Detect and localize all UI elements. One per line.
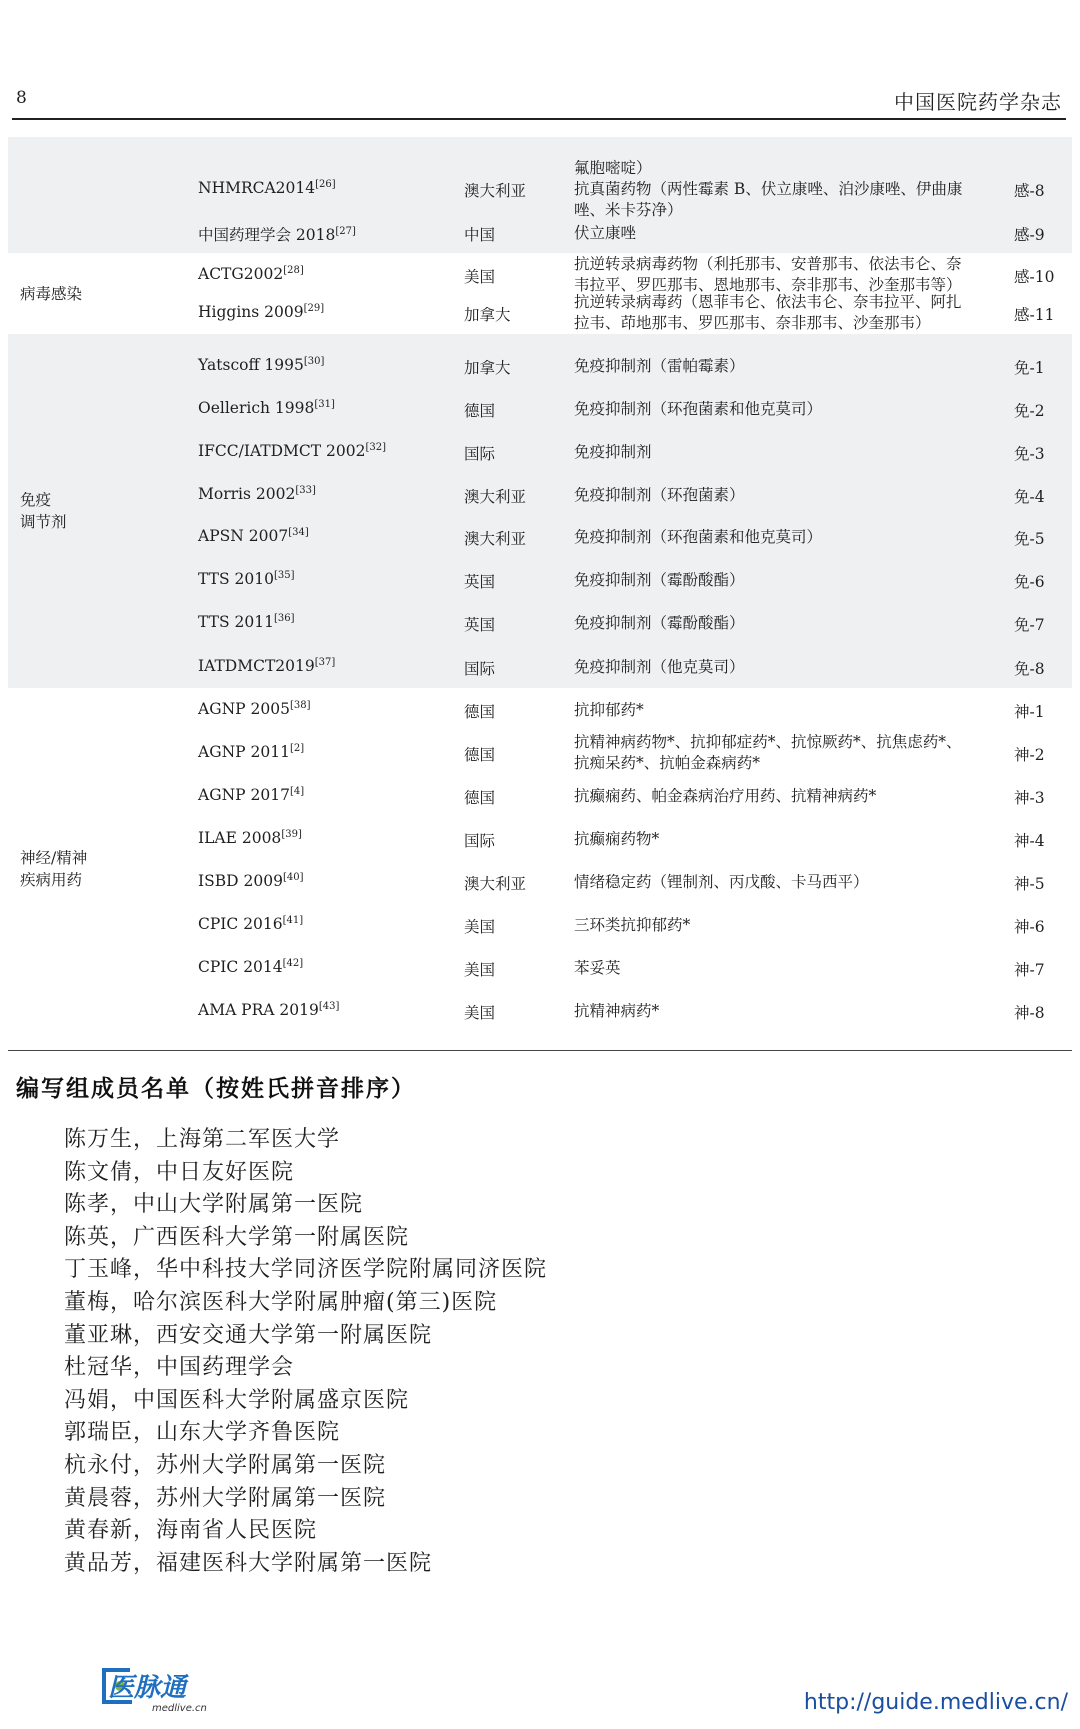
table-row bbox=[8, 254, 1072, 297]
guideline-name: ACTG2002 bbox=[198, 265, 284, 283]
drug-cell: 免疫抑制剂（环孢菌素和他克莫司） bbox=[574, 399, 823, 418]
section-title: 编写组成员名单（按姓氏拼音排序） bbox=[16, 1076, 416, 1102]
guideline-name-cell bbox=[198, 179, 336, 197]
guideline-name-cell bbox=[198, 829, 302, 847]
guideline-name-cell bbox=[198, 485, 316, 503]
guideline-name: ISBD 2009 bbox=[198, 872, 283, 890]
logo-text: 医脉通 bbox=[108, 1673, 187, 1703]
code-cell: 感-8 bbox=[1014, 182, 1045, 200]
reference-marker: [28] bbox=[283, 265, 304, 276]
guideline-name-cell bbox=[198, 657, 335, 675]
country-cell: 美国 bbox=[464, 1004, 496, 1022]
guideline-name: TTS 2010 bbox=[198, 570, 274, 588]
code-cell: 免-6 bbox=[1014, 573, 1045, 591]
code-cell: 感-10 bbox=[1014, 268, 1055, 286]
member-item: 丁玉峰，华中科技大学同济医学院附属同济医院 bbox=[64, 1257, 548, 1283]
guideline-name: IFCC/IATDMCT 2002 bbox=[198, 442, 366, 460]
reference-marker: [26] bbox=[315, 179, 336, 190]
drug-cell: 抗精神病药物*、抗抑郁症药*、抗惊厥药*、抗焦虑药*、 抗痴呆药*、抗帕金森病药* bbox=[574, 733, 962, 772]
guideline-name-cell bbox=[198, 356, 324, 374]
code-cell: 神-8 bbox=[1014, 1004, 1045, 1022]
reference-marker: [27] bbox=[335, 226, 356, 237]
reference-marker: [32] bbox=[365, 442, 387, 453]
table-row bbox=[8, 474, 1072, 517]
code-cell: 神-7 bbox=[1014, 961, 1045, 979]
member-item: 杜冠华，中国药理学会 bbox=[64, 1355, 295, 1381]
member-item: 陈孝，中山大学附属第一医院 bbox=[64, 1192, 364, 1218]
drug-cell: 免疫抑制剂（环孢菌素和他克莫司） bbox=[574, 527, 823, 546]
drug-cell: 情绪稳定药（锂制剂、丙戊酸、卡马西平） bbox=[574, 872, 869, 891]
guideline-name-cell bbox=[198, 265, 304, 283]
country-cell: 美国 bbox=[464, 961, 496, 979]
table-row bbox=[8, 947, 1072, 990]
guideline-name: ILAE 2008 bbox=[198, 829, 282, 847]
drug-cell: 抗精神病药* bbox=[574, 1001, 660, 1020]
code-cell: 免-4 bbox=[1014, 488, 1045, 506]
drug-cell: 三环类抗抑郁药* bbox=[574, 915, 691, 934]
guideline-name-cell bbox=[198, 527, 309, 545]
code-cell: 神-3 bbox=[1014, 789, 1045, 807]
guideline-name-cell bbox=[198, 570, 295, 588]
guideline-name: CPIC 2016 bbox=[198, 915, 283, 933]
country-cell: 国际 bbox=[464, 660, 496, 678]
guideline-name: AGNP 2017 bbox=[198, 786, 290, 804]
country-cell: 德国 bbox=[464, 703, 496, 721]
footer-url[interactable]: http://guide.medlive.cn/ bbox=[803, 1690, 1068, 1715]
code-cell: 免-1 bbox=[1014, 359, 1045, 377]
member-item: 冯娟，中国医科大学附属盛京医院 bbox=[64, 1387, 410, 1413]
guideline-name-cell bbox=[198, 1001, 339, 1019]
page-number: 8 bbox=[16, 88, 27, 108]
drug-cell: 免疫抑制剂（霉酚酸酯） bbox=[574, 613, 745, 632]
reference-marker: [41] bbox=[282, 915, 304, 926]
table-row bbox=[8, 646, 1072, 689]
code-cell: 神-6 bbox=[1014, 918, 1045, 936]
member-item: 杭永付，苏州大学附属第一医院 bbox=[64, 1452, 387, 1478]
member-item: 黄春新，海南省人民医院 bbox=[64, 1518, 318, 1544]
medlive-logo bbox=[96, 1662, 226, 1714]
country-cell: 德国 bbox=[464, 789, 496, 807]
guideline-name: Oellerich 1998 bbox=[198, 399, 315, 417]
table-bottom-rule bbox=[8, 1050, 1072, 1051]
code-cell: 感-9 bbox=[1014, 226, 1045, 244]
country-cell: 英国 bbox=[464, 573, 496, 591]
drug-cell: 抗逆转录病毒药物（利托那韦、安普那韦、依法韦仑、奈 韦拉平、罗匹那韦、恩地那韦、奈非那韦、沙奎那韦等） bbox=[574, 255, 962, 294]
guideline-name: AGNP 2011 bbox=[198, 743, 290, 761]
country-cell: 澳大利亚 bbox=[464, 488, 527, 506]
table-row bbox=[8, 775, 1072, 818]
reference-marker: [34] bbox=[288, 527, 309, 538]
guideline-name: AGNP 2005 bbox=[198, 700, 290, 718]
code-cell: 免-5 bbox=[1014, 530, 1045, 548]
category-label-line: 神经/精神 bbox=[20, 849, 88, 867]
guideline-name-cell bbox=[198, 223, 356, 245]
country-cell: 澳大利亚 bbox=[464, 875, 527, 893]
guideline-name: 中国药理学会 2018 bbox=[198, 226, 336, 244]
code-cell: 免-7 bbox=[1014, 616, 1045, 634]
code-cell: 免-2 bbox=[1014, 402, 1045, 420]
table-row bbox=[8, 516, 1072, 559]
country-cell: 澳大利亚 bbox=[464, 530, 527, 548]
guideline-name: Yatscoff 1995 bbox=[198, 356, 304, 374]
drug-cell: 抗逆转录病毒药（恩菲韦仑、依法韦仑、奈韦拉平、阿扎 拉韦、茚地那韦、罗匹那韦、奈非那韦、沙奎那韦） bbox=[574, 293, 962, 332]
country-cell: 美国 bbox=[464, 268, 496, 286]
guideline-name: AMA PRA 2019 bbox=[198, 1001, 319, 1019]
reference-marker: [31] bbox=[314, 399, 335, 410]
table-row bbox=[8, 818, 1072, 861]
member-list bbox=[64, 1124, 547, 1580]
reference-marker: [37] bbox=[314, 657, 336, 668]
drug-cell: 免疫抑制剂（霉酚酸酯） bbox=[574, 570, 745, 589]
guideline-name: Higgins 2009 bbox=[198, 303, 304, 321]
guideline-name: TTS 2011 bbox=[198, 613, 274, 631]
drug-cell: 抗癫痫药、帕金森病治疗用药、抗精神病药* bbox=[574, 786, 877, 805]
country-cell: 美国 bbox=[464, 918, 496, 936]
reference-marker: [4] bbox=[289, 786, 305, 797]
member-item: 陈万生，上海第二军医大学 bbox=[64, 1127, 341, 1152]
table-row bbox=[8, 732, 1072, 775]
page-header bbox=[12, 80, 1066, 120]
drug-cell: 抗抑郁药* bbox=[574, 700, 644, 719]
guideline-name-cell bbox=[198, 786, 304, 804]
category-label-line: 病毒感染 bbox=[20, 284, 83, 303]
code-cell: 免-8 bbox=[1014, 660, 1045, 678]
guideline-name: NHMRCA2014 bbox=[198, 179, 316, 197]
code-cell: 神-5 bbox=[1014, 875, 1045, 893]
member-item: 陈英，广西医科大学第一附属医院 bbox=[64, 1224, 410, 1250]
country-cell: 德国 bbox=[464, 746, 496, 764]
table-row bbox=[8, 602, 1072, 645]
category-label-line: 调节剂 bbox=[20, 513, 67, 531]
code-cell: 神-4 bbox=[1014, 832, 1045, 850]
table-row bbox=[8, 861, 1072, 904]
reference-marker: [38] bbox=[289, 700, 311, 711]
table-row bbox=[8, 990, 1072, 1033]
guideline-name-cell bbox=[198, 303, 324, 321]
reference-marker: [36] bbox=[273, 613, 295, 624]
drug-cell: 氟胞嘧啶） 抗真菌药物（两性霉素 B、伏立康唑、泊沙康唑、伊曲康 唑、米卡芬净） bbox=[574, 158, 963, 219]
table-row bbox=[8, 158, 1072, 219]
country-cell: 英国 bbox=[464, 616, 496, 634]
member-item: 董梅，哈尔滨医科大学附属肿瘤(第三)医院 bbox=[64, 1289, 498, 1315]
journal-title: 中国医院药学杂志 bbox=[894, 90, 1062, 114]
reference-marker: [39] bbox=[281, 829, 302, 840]
guideline-name-cell bbox=[198, 872, 303, 890]
table-row bbox=[8, 388, 1072, 431]
member-item: 陈文倩，中日友好医院 bbox=[64, 1159, 295, 1185]
code-cell: 神-1 bbox=[1014, 703, 1045, 721]
member-item: 黄品芳，福建医科大学附属第一医院 bbox=[64, 1550, 433, 1576]
reference-marker: [40] bbox=[282, 872, 304, 883]
guideline-name-cell bbox=[198, 915, 303, 933]
category-label-line: 疾病用药 bbox=[20, 871, 83, 889]
table-row bbox=[8, 689, 1072, 732]
table-row bbox=[8, 212, 1072, 255]
guideline-name-cell bbox=[198, 613, 295, 631]
guideline-name-cell bbox=[198, 442, 386, 460]
reference-marker: [2] bbox=[289, 743, 305, 754]
drug-cell: 苯妥英 bbox=[574, 958, 621, 977]
country-cell: 德国 bbox=[464, 402, 496, 420]
guideline-name: Morris 2002 bbox=[198, 485, 296, 503]
drug-cell: 免疫抑制剂（他克莫司） bbox=[574, 657, 745, 676]
country-cell: 澳大利亚 bbox=[464, 182, 527, 200]
guideline-name-cell bbox=[198, 700, 310, 718]
code-cell: 感-11 bbox=[1014, 306, 1055, 324]
code-cell: 神-2 bbox=[1014, 746, 1045, 764]
member-item: 郭瑞臣，山东大学齐鲁医院 bbox=[64, 1420, 341, 1446]
country-cell: 国际 bbox=[464, 445, 496, 463]
guideline-name: APSN 2007 bbox=[198, 527, 289, 545]
reference-marker: [43] bbox=[318, 1001, 340, 1012]
drug-cell: 免疫抑制剂（环孢菌素） bbox=[574, 485, 745, 504]
country-cell: 加拿大 bbox=[464, 359, 511, 377]
code-cell: 免-3 bbox=[1014, 445, 1045, 463]
table-row bbox=[8, 904, 1072, 947]
reference-marker: [30] bbox=[303, 356, 325, 367]
table-row bbox=[8, 292, 1072, 335]
guideline-name: CPIC 2014 bbox=[198, 958, 283, 976]
guideline-name-cell bbox=[198, 958, 303, 976]
guideline-name-cell bbox=[198, 399, 335, 417]
table-row bbox=[8, 559, 1072, 602]
reference-marker: [42] bbox=[282, 958, 304, 969]
drug-cell: 免疫抑制剂 bbox=[574, 442, 652, 461]
drug-cell: 免疫抑制剂（雷帕霉素） bbox=[574, 356, 745, 375]
member-item: 黄晨蓉，苏州大学附属第一医院 bbox=[64, 1485, 387, 1511]
reference-marker: [35] bbox=[273, 570, 295, 581]
table-row bbox=[8, 431, 1072, 474]
drug-cell: 抗癫痫药物* bbox=[574, 829, 660, 848]
reference-marker: [29] bbox=[303, 303, 325, 314]
guideline-name-cell bbox=[198, 743, 304, 761]
guideline-name: IATDMCT2019 bbox=[198, 657, 315, 675]
logo-subtext: medlive.cn bbox=[152, 1703, 207, 1714]
table-row bbox=[8, 345, 1072, 388]
country-cell: 国际 bbox=[464, 832, 496, 850]
country-cell: 中国 bbox=[464, 226, 496, 244]
member-item: 董亚琳，西安交通大学第一附属医院 bbox=[64, 1322, 433, 1348]
drug-cell: 伏立康唑 bbox=[574, 223, 637, 242]
country-cell: 加拿大 bbox=[464, 306, 511, 324]
category-label-line: 免疫 bbox=[20, 491, 52, 509]
reference-marker: [33] bbox=[295, 485, 316, 496]
